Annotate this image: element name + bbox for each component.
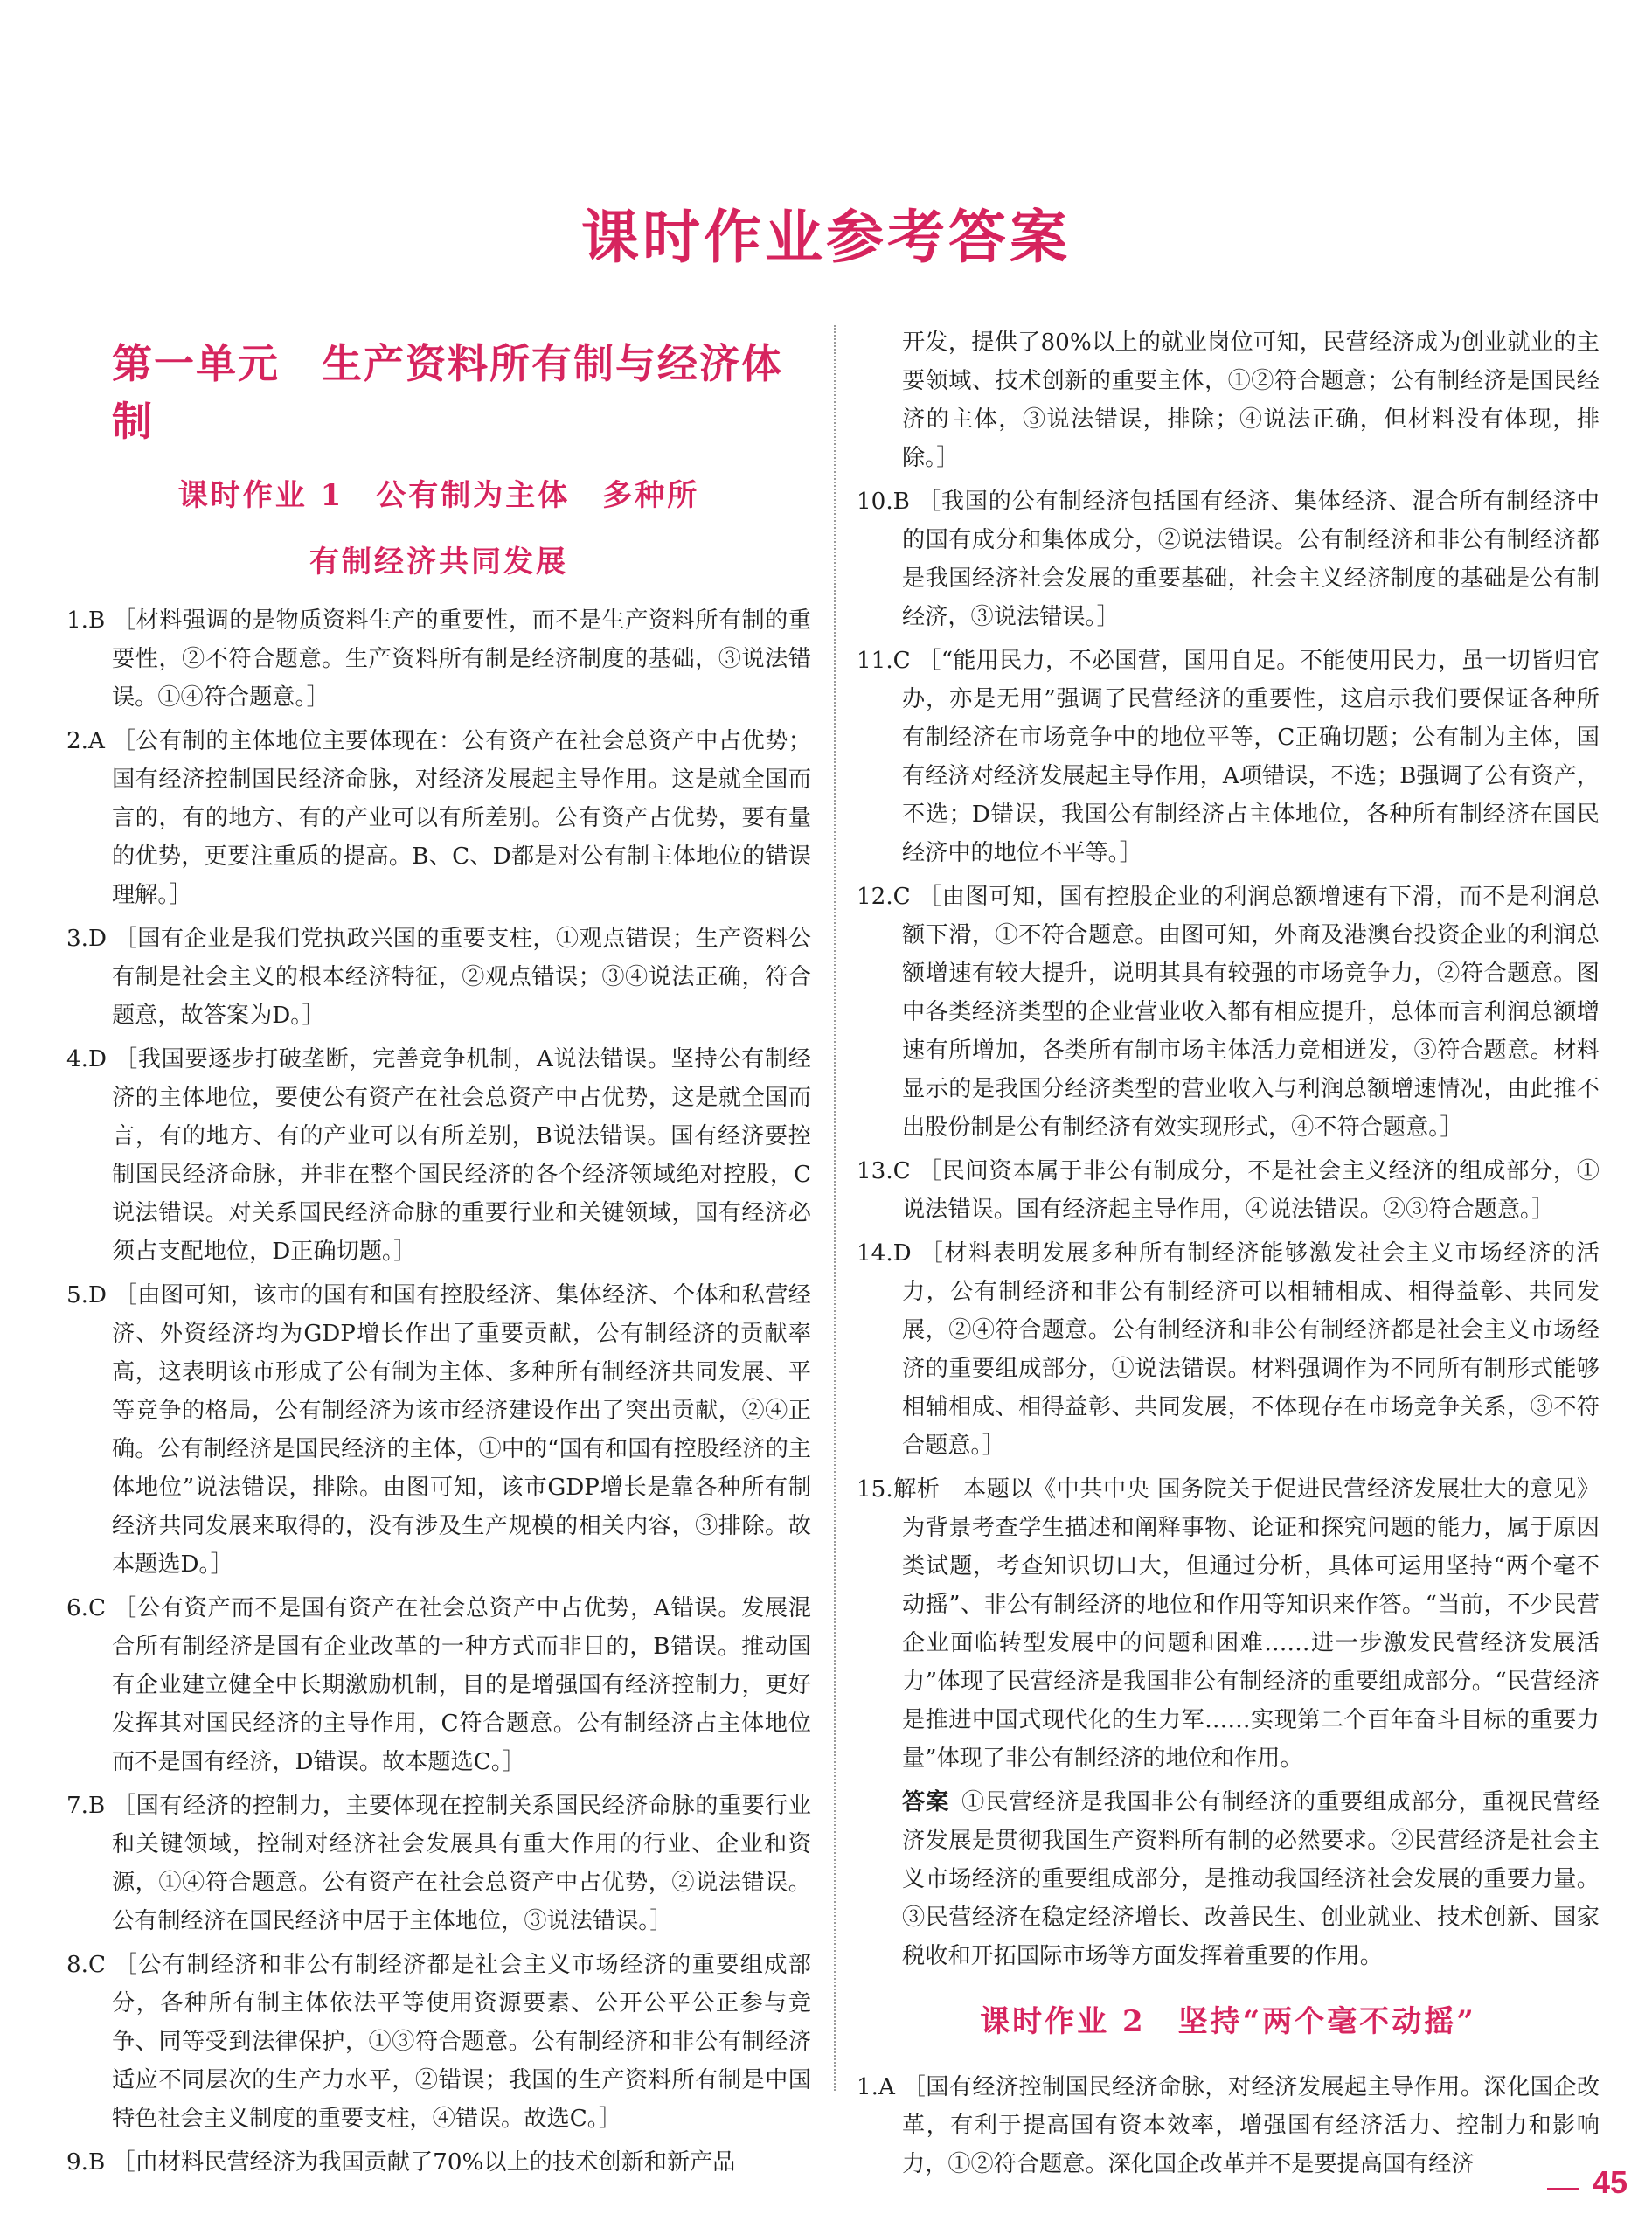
answer-item-3: 3.D ［国有企业是我们党执政兴国的重要支柱，①观点错误；生产资料公有制是社会主义的根本经济特征，②观点错误；③④说法正确，符合题意，故答案为D。］ [66, 926, 811, 1029]
answer-item-13: 13.C ［民间资本属于非公有制成分，不是社会主义经济的组成部分，①说法错误。国有经济起主导作用，④说法错误。②③符合题意。］ [857, 1158, 1600, 1223]
lesson-1-title-line-1: 课时作业 1 公有制为主体 多种所 [177, 478, 700, 513]
answer-item-14: 14.D ［材料表明发展多种所有制经济能够激发社会主义市场经济的活力，公有制经济和非公有制经济可以相辅相成、相得益彰、共同发展，②④符合题意。公有制经济和非公有制经济都是社会主义市场经济的重要组成部分，①说法错误。材料强调作为不同所有制形式能够相辅相成、相得益彰、共同发展，不体现存在市场竞争关系，③不符合题意。］ [857, 1240, 1600, 1459]
answer-item-15-analysis: 15.解析 本题以《中共中央 国务院关于促进民营经济发展壮大的意见》为背景考查学生描述和阐释事物、论证和探究问题的能力，属于原因类试题，考查知识切口大，但通过分析，具体可运用坚持“两个毫不动摇”、非公有制经济的地位和作用等知识来作答。“当前，不少民营企业面临转型发展中的问题和困难……进一步激发民营经济发展活力”体现了民营经济是我国非公有制经济的重要组成部分。“民营经济是推进中国式现代化的生力军……实现第二个百年奋斗目标的重要力量”体现了非公有制经济的地位和作用。 [857, 1476, 1600, 1772]
answer-item-6: 6.C ［公有资产而不是国有资产在社会总资产中占优势，A错误。发展混合所有制经济是国有企业改革的一种方式而非目的，B错误。推动国有企业建立健全中长期激励机制，目的是增强国有经济控制力，更好发挥其对国民经济的主导作用，C符合题意。公有制经济占主体地位而不是国有经济，D错误。故本题选C。］ [66, 1595, 811, 1775]
left-column [66, 325, 811, 2187]
answer-item-10: 10.B ［我国的公有制经济包括国有经济、集体经济、混合所有制经济中的国有成分和集体成分，②说法错误。公有制经济和非公有制经济都是我国经济社会发展的重要基础，社会主义经济制度的基础是公有制经济，③说法错误。］ [857, 489, 1600, 630]
answer-item-15-answer [857, 1783, 1600, 1975]
answer-item-7: 7.B ［国有经济的控制力，主要体现在控制关系国民经济命脉的重要行业和关键领域，控制对经济社会发展具有重大作用的行业、企业和资源，①④符合题意。公有资产在社会总资产中占优势，②说法错误。公有制经济在国民经济中居于主体地位，③说法错误。］ [66, 1793, 811, 1934]
answer-item-4: 4.D ［我国要逐步打破垄断，完善竞争机制，A说法错误。坚持公有制经济的主体地位，要使公有资产在社会总资产中占优势，这是就全国而言，有的地方、有的产业可以有所差别，B说法错误。国有经济要控制国民经济命脉，并非在整个国民经济的各个经济领域绝对控股，C说法错误。对关系国民经济命脉的重要行业和关键领域，国有经济必须占支配地位，D正确切题。］ [66, 1046, 811, 1265]
answer-text: ①民营经济是我国非公有制经济的重要组成部分，重视民营经济发展是贯彻我国生产资料所有制的必然要求。②民营经济是社会主义市场经济的重要组成部分，是推动我国经济社会发展的重要力量。③民营经济在稳定经济增长、改善民生、创业就业、技术创新、国家税收和开拓国际市场等方面发挥着重要的作用。 [902, 1789, 1600, 1969]
unit-title: 第一单元 生产资料所有制与经济体制 [112, 340, 783, 445]
answer-label: 答案 [902, 1788, 950, 1815]
lesson-2-title: 课时作业 2 坚持“两个毫不动摇” [980, 2004, 1476, 2039]
answer-item-5: 5.D ［由图可知，该市的国有和国有控股经济、集体经济、个体和私营经济、外资经济均为GDP增长作出了重要贡献，公有制经济的贡献率高，这表明该市形成了公有制为主体、多种所有制经济共同发展、平等竞争的格局，公有制经济为该市经济建设作出了突出贡献，②④正确。公有制经济是国民经济的主体，①中的“国有和国有控股经济的主体地位”说法错误，排除。由图可知，该市GDP增长是靠各种所有制经济共同发展来取得的，没有涉及生产规模的相关内容，③排除。故本题选D。］ [66, 1282, 811, 1578]
answer-item-12: 12.C ［由图可知，国有控股企业的利润总额增速有下滑，而不是利润总额下滑，①不符合题意。由图可知，外商及港澳台投资企业的利润总额增速有较大提升，说明其具有较强的市场竞争力，②符合题意。图中各类经济类型的企业营业收入都有相应提升，总体而言利润总额增速有所增加，各类所有制市场主体活力竞相迸发，③符合题意。材料显示的是我国分经济类型的营业收入与利润总额增速情况，由此推不出股份制是公有制经济有效实现形式，④不符合题意。］ [857, 884, 1600, 1141]
page-title: 课时作业参考答案 [581, 203, 1071, 271]
answer-item-1: 1.B ［材料强调的是物质资料生产的重要性，而不是生产资料所有制的重要性，②不符合题意。生产资料所有制是经济制度的基础，③说法错误。①④符合题意。］ [66, 607, 811, 711]
column-divider [834, 325, 836, 2091]
answer-item-9: 9.B ［由材料民营经济为我国贡献了70%以上的技术创新和新产品 [66, 2149, 736, 2176]
answer-item-2: 2.A ［公有制的主体地位主要体现在：公有资产在社会总资产中占优势；国有经济控制国民经济命脉，对经济发展起主导作用。这是就全国而言的，有的地方、有的产业可以有所差别。公有资产占优势，要有量的优势，更要注重质的提高。B、C、D都是对公有制主体地位的错误理解。］ [66, 728, 811, 908]
lesson-1-title-line-2: 有制经济共同发展 [309, 545, 568, 580]
right-column [857, 323, 1600, 2189]
answer-item-11: 11.C ［“能用民力，不必国营，国用自足。不能使用民力，虽一切皆归官办，亦是无用”强调了民营经济的重要性，这启示我们要保证各种所有制经济在市场竞争中的地位平等，C正确切题；公有制为主体，国有经济对经济发展起主导作用，A项错误，不选；B强调了公有资产，不选；D错误，我国公有制经济占主体地位，各种所有制经济在国民经济中的地位不平等。］ [857, 648, 1600, 866]
answer-item-9-continued: 开发，提供了80%以上的就业岗位可知，民营经济成为创业就业的主要领域、技术创新的重要主体，①②符合题意；公有制经济是国民经济的主体，③说法错误，排除；④说法正确，但材料没有体现，排除。］ [902, 330, 1600, 471]
answer-item-8: 8.C ［公有制经济和非公有制经济都是社会主义市场经济的重要组成部分，各种所有制主体依法平等使用资源要素、公开公平公正参与竞争、同等受到法律保护，①③符合题意。公有制经济和非公有制经济适应不同层次的生产力水平，②错误；我国的生产资料所有制是中国特色社会主义制度的重要支柱，④错误。故选C。］ [66, 1952, 811, 2132]
lesson-2-answer-item-1: 1.A ［国有经济控制国民经济命脉，对经济发展起主导作用。深化国企改革，有利于提高国有资本效率，增强国有经济活力、控制力和影响力，①②符合题意。深化国企改革并不是要提高国有经济 [857, 2074, 1600, 2177]
page-number-rule [1547, 2188, 1579, 2190]
page-number: 45 [1592, 2164, 1628, 2200]
